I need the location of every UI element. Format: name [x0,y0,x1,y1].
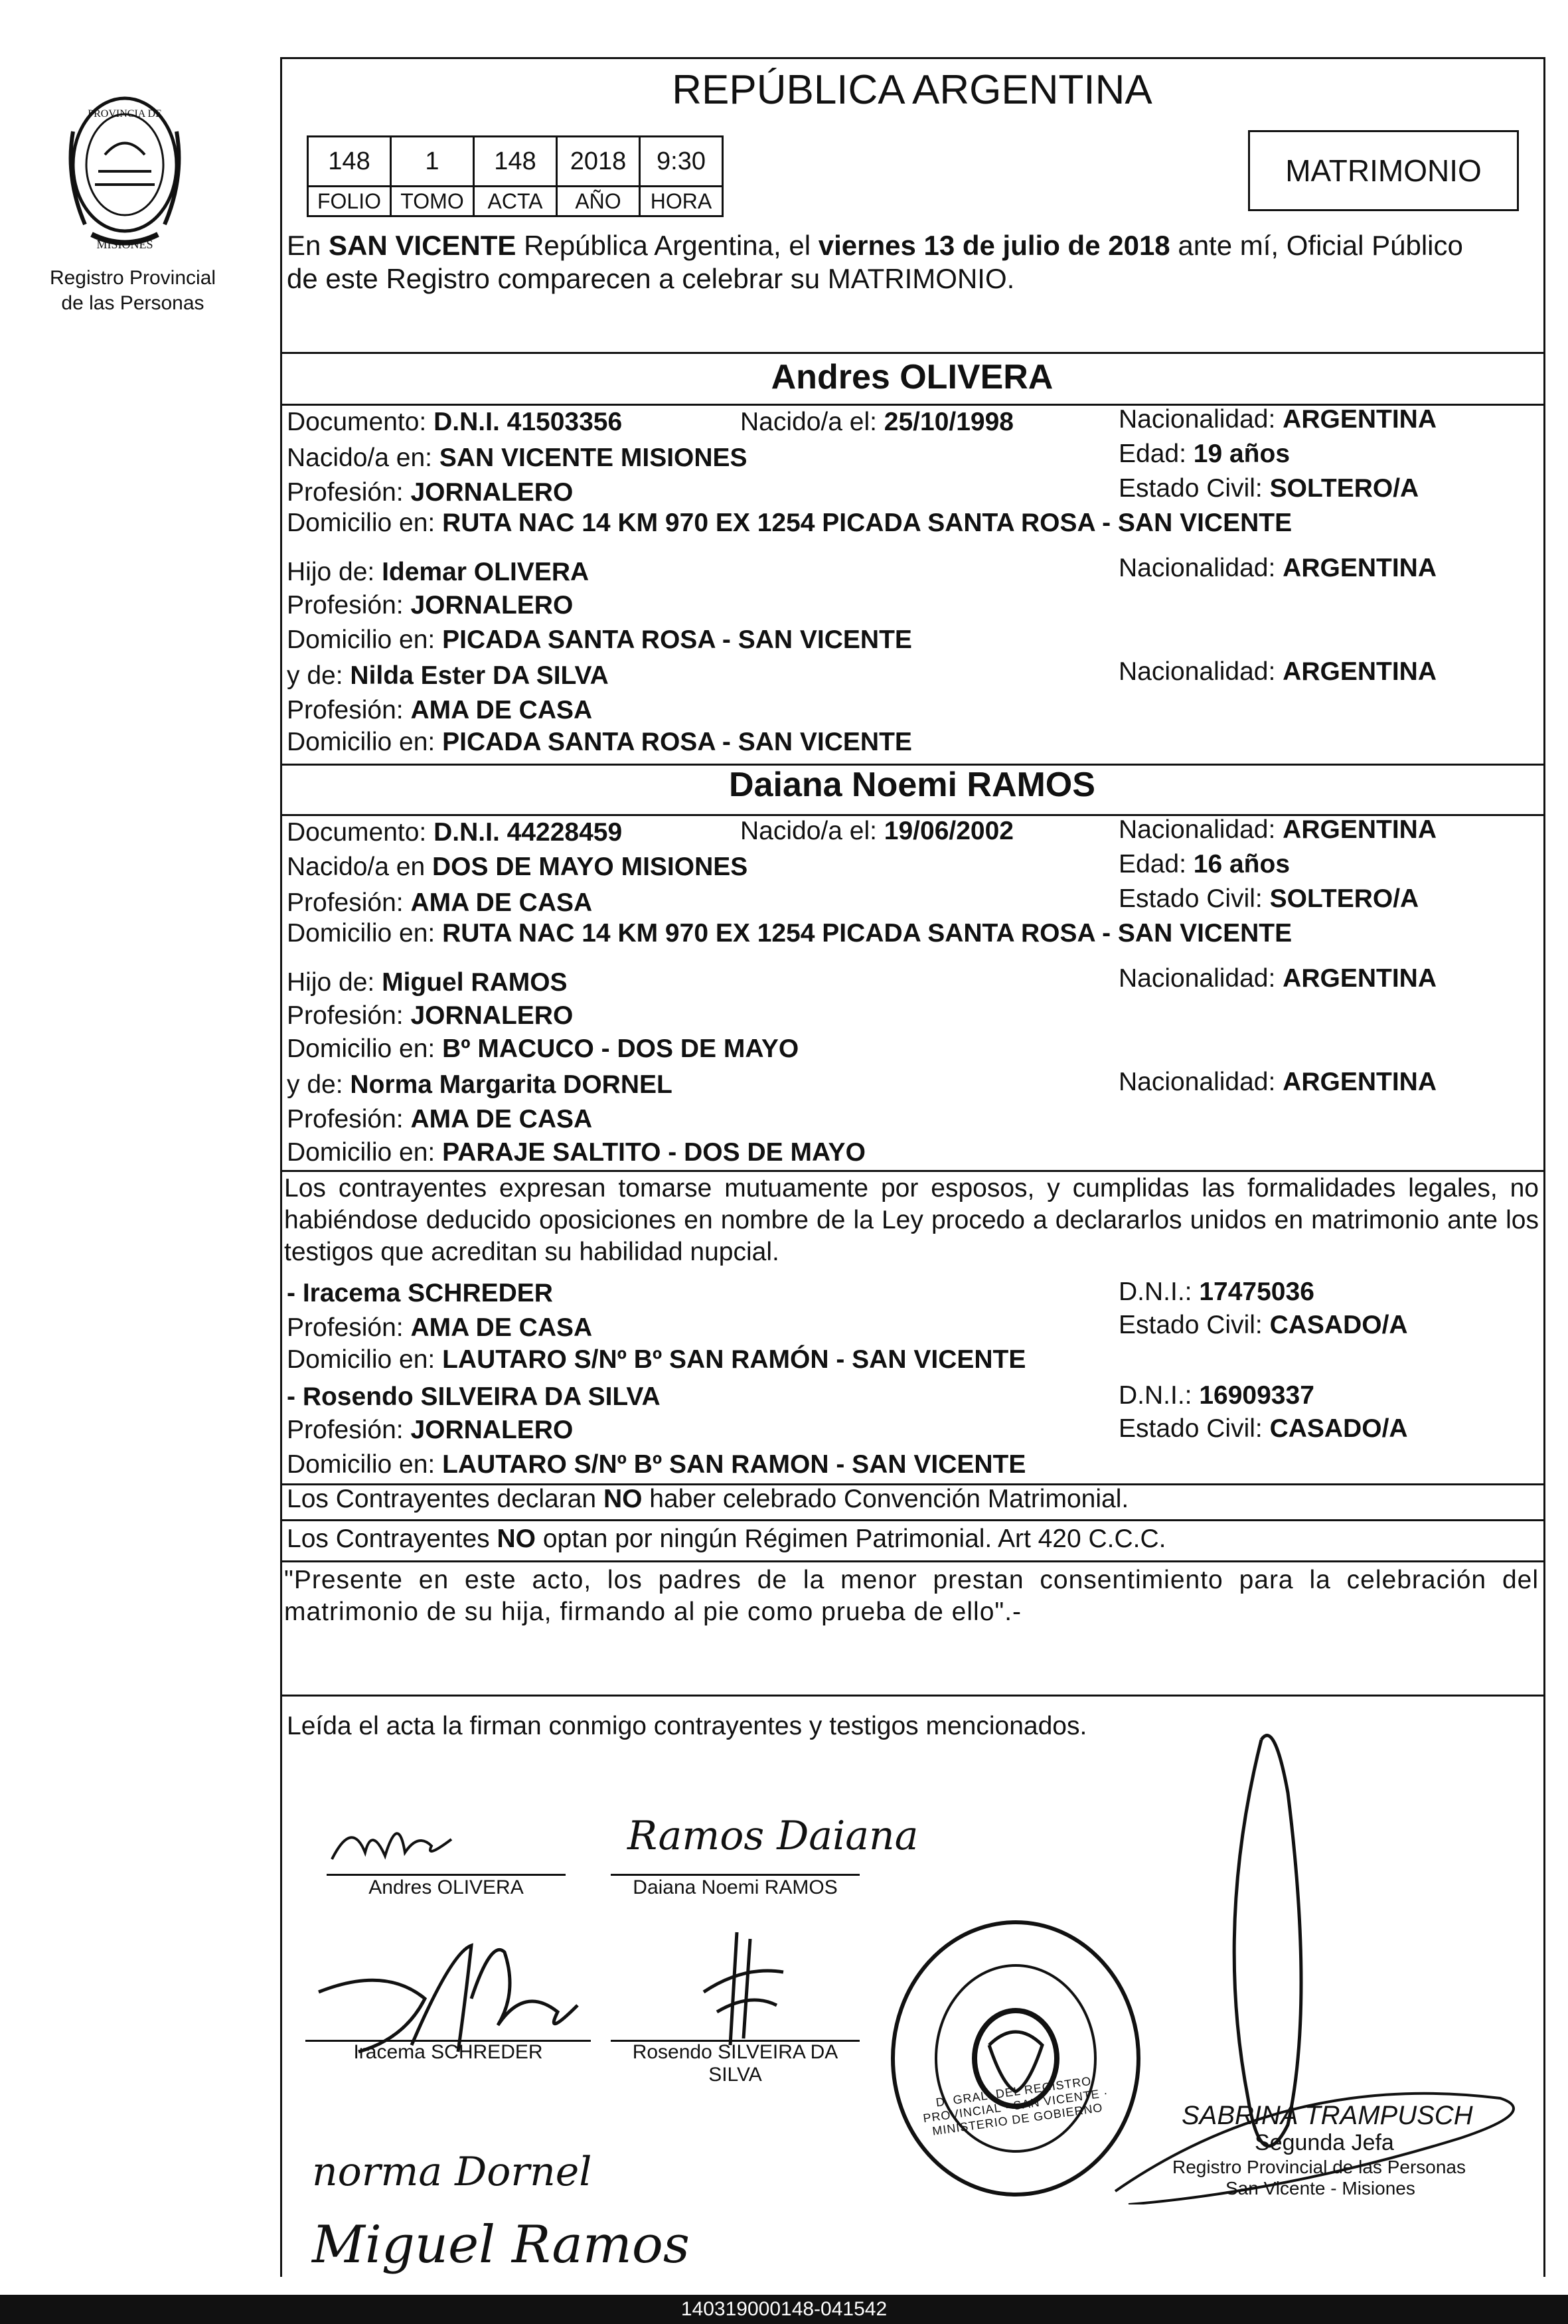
bride-document: Documento: D.N.I. 44228459 [287,818,623,847]
bride-name: Daiana Noemi RAMOS [729,766,1095,804]
bride-nationality: Nacionalidad: ARGENTINA [1119,815,1437,844]
bride-mother-profession: Profesión: AMA DE CASA [287,1105,593,1133]
bride-birthdate: Nacido/a el: 19/06/2002 [740,817,1014,845]
tomo-value: 1 [391,137,474,187]
agreement-regime: Los Contrayentes NO optan por ningún Régimen Patrimonial. Art 420 C.C.C. [287,1525,1166,1553]
witness1-civil-status: Estado Civil: CASADO/A [1119,1311,1408,1339]
official-name: SABRINA TRAMPUSCH [1182,2101,1473,2130]
emblem-icon [58,92,191,264]
witness2-dni: D.N.I.: 16909337 [1119,1381,1314,1410]
declaration-text: Los contrayentes expresan tomarse mutuamente por esposos, y cumplidas las formalidades legales, no habiéndose deducido oposiciones en nombre de la Ley procedo a declararlos unidos en matrimonio ante los testigos que acreditan su habilidad nupcial. [284,1174,1539,1266]
agreement-convention: Los Contrayentes declaran NO haber celebrado Convención Matrimonial. [287,1485,1129,1513]
groom-document: Documento: D.N.I. 41503356 [287,408,623,436]
witness2-name: - Rosendo SILVEIRA DA SILVA [287,1382,661,1411]
witness1-address: Domicilio en: LAUTARO S/Nº Bº SAN RAMÓN - SAN VICENTE [287,1345,1026,1374]
witness2-signature-label: Rosendo SILVEIRA DA SILVA [632,2041,838,2086]
groom-profession: Profesión: JORNALERO [287,478,574,507]
intro-line-2: de este Registro comparecen a celebrar su MATRIMONIO. [287,263,1015,294]
hour-label: HORA [640,187,723,216]
witness2-profession: Profesión: JORNALERO [287,1416,574,1444]
bride-father-nationality: Nacionalidad: ARGENTINA [1119,964,1437,993]
folio-label: FOLIO [308,187,391,216]
bride-mother: y de: Norma Margarita DORNEL [287,1070,672,1099]
groom-father-address: Domicilio en: PICADA SANTA ROSA - SAN VICENTE [287,625,912,654]
signature-scribble-icon [690,1926,797,2052]
stamp-text: D. GRAL. DEL REGISTRO PROVINCIAL · SAN VICENTE · MINISTERIO DE GOBIERNO [922,2074,1109,2138]
groom-mother: y de: Nilda Ester DA SILVA [287,661,609,690]
witness1-signature-label: Iracema SCHREDER [353,2041,543,2063]
groom-father-nationality: Nacionalidad: ARGENTINA [1119,554,1437,582]
hour-value: 9:30 [640,137,723,187]
bride-father: Hijo de: Miguel RAMOS [287,968,568,997]
bride-father-address: Domicilio en: Bº MACUCO - DOS DE MAYO [287,1035,799,1063]
bride-age: Edad: 16 años [1119,850,1291,878]
record-type-box: MATRIMONIO [1248,130,1519,211]
bride-profession: Profesión: AMA DE CASA [287,888,593,917]
groom-signature [325,1806,458,1882]
groom-father-profession: Profesión: JORNALERO [287,591,574,620]
bride-birthplace: Nacido/a en DOS DE MAYO MISIONES [287,853,748,881]
father-signature: Miguel Ramos [312,2215,690,2275]
acta-value: 148 [474,137,557,187]
witness1-dni: D.N.I.: 17475036 [1119,1278,1314,1306]
groom-nationality: Nacionalidad: ARGENTINA [1119,405,1437,434]
country-title: REPÚBLICA ARGENTINA [672,67,1152,113]
record-number-table [307,135,724,217]
groom-mother-profession: Profesión: AMA DE CASA [287,696,593,724]
year-label: AÑO [557,187,640,216]
groom-age: Edad: 19 años [1119,440,1291,468]
bride-signature: Ramos Daiana [627,1813,919,1859]
svg-text:MISIONES: MISIONES [96,238,153,251]
groom-birthplace: Nacido/a en: SAN VICENTE MISIONES [287,444,747,472]
groom-mother-address: Domicilio en: PICADA SANTA ROSA - SAN VICENTE [287,728,912,756]
groom-mother-nationality: Nacionalidad: ARGENTINA [1119,657,1437,686]
groom-name: Andres OLIVERA [771,358,1054,396]
witness2-signature [690,1926,797,2055]
official-office: Registro Provincial de las Personas [1172,2157,1466,2177]
witness2-address: Domicilio en: LAUTARO S/Nº Bº SAN RAMON - SAN VICENTE [287,1450,1026,1479]
groom-birthdate: Nacido/a el: 25/10/1998 [740,408,1014,436]
bride-civil-status: Estado Civil: SOLTERO/A [1119,884,1419,913]
bride-father-profession: Profesión: JORNALERO [287,1001,574,1030]
acta-label: ACTA [474,187,557,216]
witness1-profession: Profesión: AMA DE CASA [287,1313,593,1342]
mother-signature: norma Dornel [312,2149,592,2195]
signature-scribble-icon [305,1926,584,2058]
province-emblem [58,92,191,264]
parental-consent: "Presente en este acto, los padres de la menor prestan consentimiento para la celebración del matrimonio de su hija, firmando al pie como prueba de ello".- [284,1566,1539,1626]
official-role: Segunda Jefa [1255,2130,1394,2155]
tomo-label: TOMO [391,187,474,216]
bride-signature-label: Daiana Noemi RAMOS [633,1876,838,1898]
registry-name: Registro Provincial de las Personas [49,267,216,314]
svg-text:PROVINCIA DE: PROVINCIA DE [88,108,162,120]
intro-line-1: En SAN VICENTE República Argentina, el viernes 13 de julio de 2018 ante mí, Oficial Público [287,230,1463,261]
document-footer-code: 140319000148-041542 [0,2295,1568,2324]
bride-address: Domicilio en: RUTA NAC 14 KM 970 EX 1254 PICADA SANTA ROSA - SAN VICENTE [287,919,1293,948]
signature-scribble-icon [325,1806,458,1879]
groom-civil-status: Estado Civil: SOLTERO/A [1119,474,1419,503]
closing-statement: Leída el acta la firman conmigo contrayentes y testigos mencionados. [287,1712,1087,1740]
year-value: 2018 [557,137,640,187]
witness1-name: - Iracema SCHREDER [287,1279,553,1307]
groom-signature-label: Andres OLIVERA [368,1876,524,1898]
witness2-civil-status: Estado Civil: CASADO/A [1119,1414,1408,1443]
groom-father: Hijo de: Idemar OLIVERA [287,558,589,586]
groom-address: Domicilio en: RUTA NAC 14 KM 970 EX 1254 PICADA SANTA ROSA - SAN VICENTE [287,509,1293,537]
bride-mother-address: Domicilio en: PARAJE SALTITO - DOS DE MAYO [287,1138,866,1167]
folio-value: 148 [308,137,391,187]
official-place: San Vicente - Misiones [1225,2178,1415,2199]
bride-mother-nationality: Nacionalidad: ARGENTINA [1119,1068,1437,1096]
